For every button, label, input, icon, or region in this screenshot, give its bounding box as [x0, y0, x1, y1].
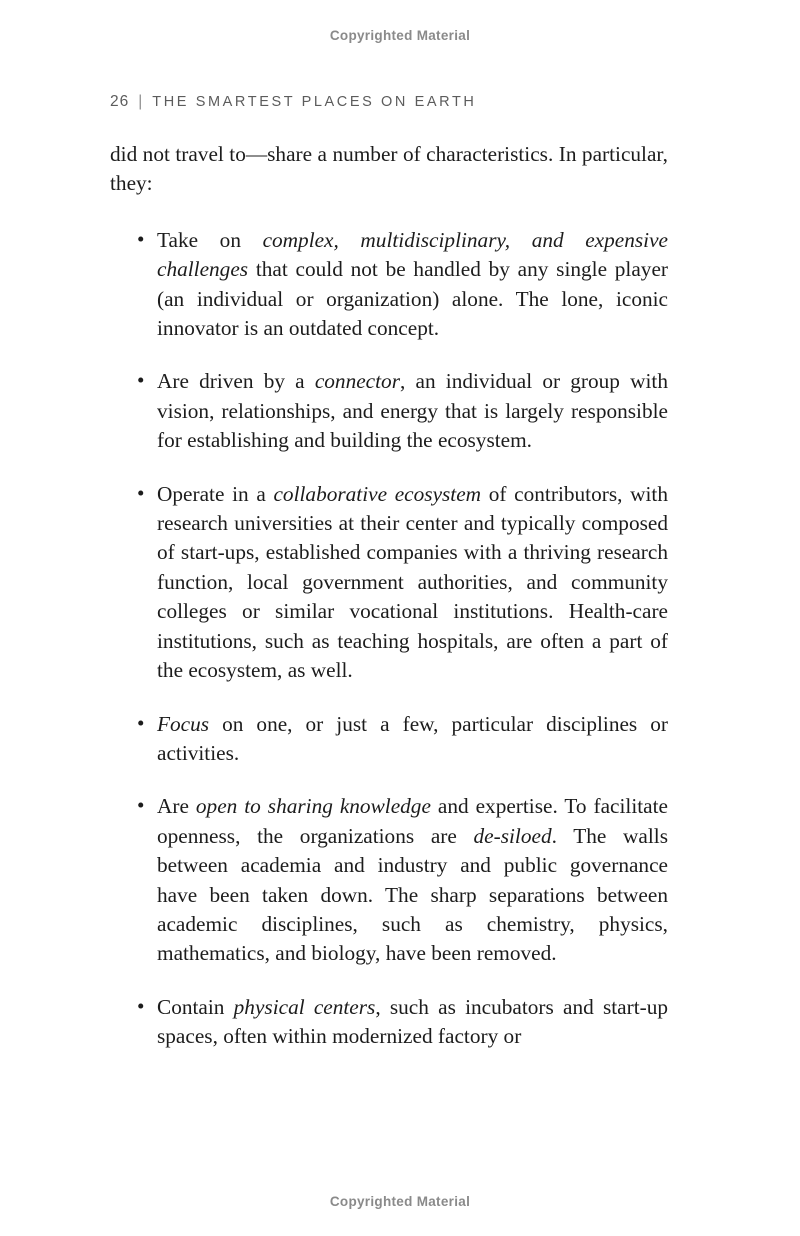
header-separator: | — [138, 93, 144, 110]
regular-text: that could not be handled by any single player (an individual or organization) alone. The lone, iconic innovator is an outdated concept. — [157, 257, 668, 341]
italic-text: Focus — [157, 711, 210, 736]
regular-text: and expertise. To facilitate openness, the organizations are — [157, 794, 668, 848]
page-number: 26 — [110, 93, 130, 110]
list-item — [110, 993, 668, 1052]
bullet-marker-icon: • — [137, 793, 145, 818]
list-item — [110, 367, 668, 455]
regular-text: Contain — [157, 994, 234, 1019]
bullet-marker-icon: • — [137, 368, 145, 393]
regular-text: of contributors, with research universities at their center and typically composed of start-ups, established companies with a thriving research function, local government authorities, and community colleges or similar vocational institutions. Health-care institutions, such as teaching hospitals, are often a part of the ecosystem, as well. — [157, 481, 668, 683]
italic-text: de-siloed — [473, 823, 552, 848]
copyright-notice-bottom: Copyrighted Material — [329, 1194, 471, 1209]
italic-text: connector — [314, 369, 400, 394]
bullet-marker-icon: • — [137, 710, 145, 735]
bullet-text — [157, 712, 668, 765]
regular-text: . The walls between academia and industry and public governance have been taken down. The sharp separations between academic disciplines, such as chemistry, physics, mathematics, and biology, have been removed. — [157, 823, 668, 966]
regular-text: on one, or just a few, particular disciplines or activities. — [157, 711, 668, 765]
bullet-text — [157, 794, 668, 965]
regular-text: , an individual or group with vision, relationships, and energy that is largely responsible for establishing and building the ecosystem. — [157, 369, 668, 453]
book-title: THE SMARTEST PLACES ON EARTH — [152, 94, 477, 110]
regular-text: Are driven by a — [157, 369, 315, 394]
bullet-marker-icon: • — [137, 480, 145, 505]
bullet-text — [157, 482, 668, 682]
italic-text: collaborative ecosystem — [273, 481, 482, 506]
regular-text: Take on — [157, 227, 263, 252]
regular-text: Are — [157, 794, 196, 819]
italic-text: physical centers — [233, 994, 376, 1019]
regular-text: , such as incubators and start-up spaces, often within modernized factory or — [157, 994, 669, 1049]
running-header — [110, 93, 476, 111]
page-body — [110, 140, 668, 1052]
bullet-list — [110, 226, 668, 1052]
list-item — [110, 710, 668, 769]
regular-text: Operate in a — [157, 481, 274, 506]
bullet-text — [157, 995, 668, 1048]
bullet-text — [157, 369, 668, 452]
italic-text: complex, multidisciplinary, and expensive challenges — [157, 227, 668, 282]
list-item — [110, 792, 668, 968]
bullet-marker-icon: • — [137, 993, 145, 1018]
bullet-marker-icon: • — [137, 226, 145, 251]
bullet-text — [157, 228, 668, 340]
intro-paragraph: did not travel to—share a number of characteristics. In particular, they: — [110, 142, 668, 196]
italic-text: open to sharing knowledge — [195, 794, 431, 819]
copyright-notice-top: Copyrighted Material — [329, 28, 471, 43]
list-item — [110, 226, 668, 344]
list-item — [110, 480, 668, 686]
